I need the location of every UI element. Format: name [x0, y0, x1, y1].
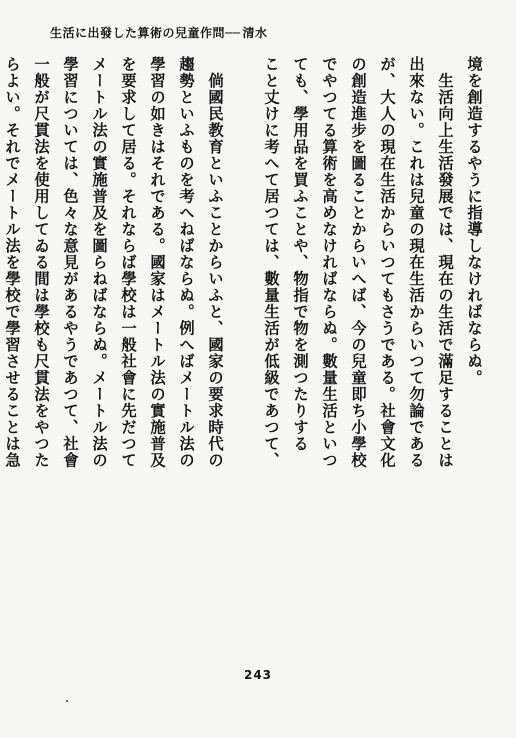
- right-text-column: の創造進步を圖ることからいへば、今の兒童即ち小學校: [349, 56, 367, 469]
- header-dash: ──: [225, 26, 241, 40]
- header-title: 生活に出發した算術の兒童作問: [50, 26, 226, 40]
- page-number: 243: [243, 668, 273, 682]
- right-text-column: が、大人の現在生活からいつてもさうである。社會文化: [378, 56, 396, 469]
- print-speck: [66, 700, 68, 702]
- left-text-column: メートル法の實施普及を圖らねばならぬ。メートル法の: [90, 56, 108, 469]
- left-text-column: 趨勢といふものを考へねばならぬ。例へばメートル法の: [177, 56, 195, 469]
- right-text-column: ても、學用品を買ふことや、物指で物を測つたりする: [291, 56, 309, 452]
- left-text-column: 學習の如きはそれである。國家はメートル法の實施普及: [148, 56, 166, 469]
- left-text-block: [0, 56, 229, 611]
- right-text-column: こと丈けに考へて居つては、數量生活が低級であつて、: [262, 56, 280, 469]
- left-text-column: 學習については、色々な意見があるやうであつて、社會: [61, 56, 79, 469]
- running-header: [50, 24, 267, 41]
- left-text-column: 一般が尺貫法を使用してゐる間は學校も尺貫法をやつた: [32, 56, 50, 469]
- header-author: 清水: [242, 26, 268, 40]
- right-text-column: [255, 56, 256, 611]
- right-text-column: 出來ない。これは兒童の現在生活からいつて勿論である: [407, 56, 425, 469]
- right-text-block: [255, 56, 488, 611]
- right-text-column: 境を創造するやうに指導しなければならぬ。: [465, 56, 483, 386]
- left-text-column: らよい。それでメートル法を學校で學習させることは急: [3, 56, 21, 469]
- right-text-column: でやつてる算術を高めなければならぬ。數量生活といつ: [320, 56, 338, 469]
- right-text-column: 生活向上生活發展では、現在の生活で滿足することは: [436, 56, 454, 469]
- left-text-column: 倘國民教育といふことからいふと、國家の要求時代の: [206, 56, 224, 469]
- left-text-column: を要求して居る。それならば學校は一般社會に先だつて: [119, 56, 137, 469]
